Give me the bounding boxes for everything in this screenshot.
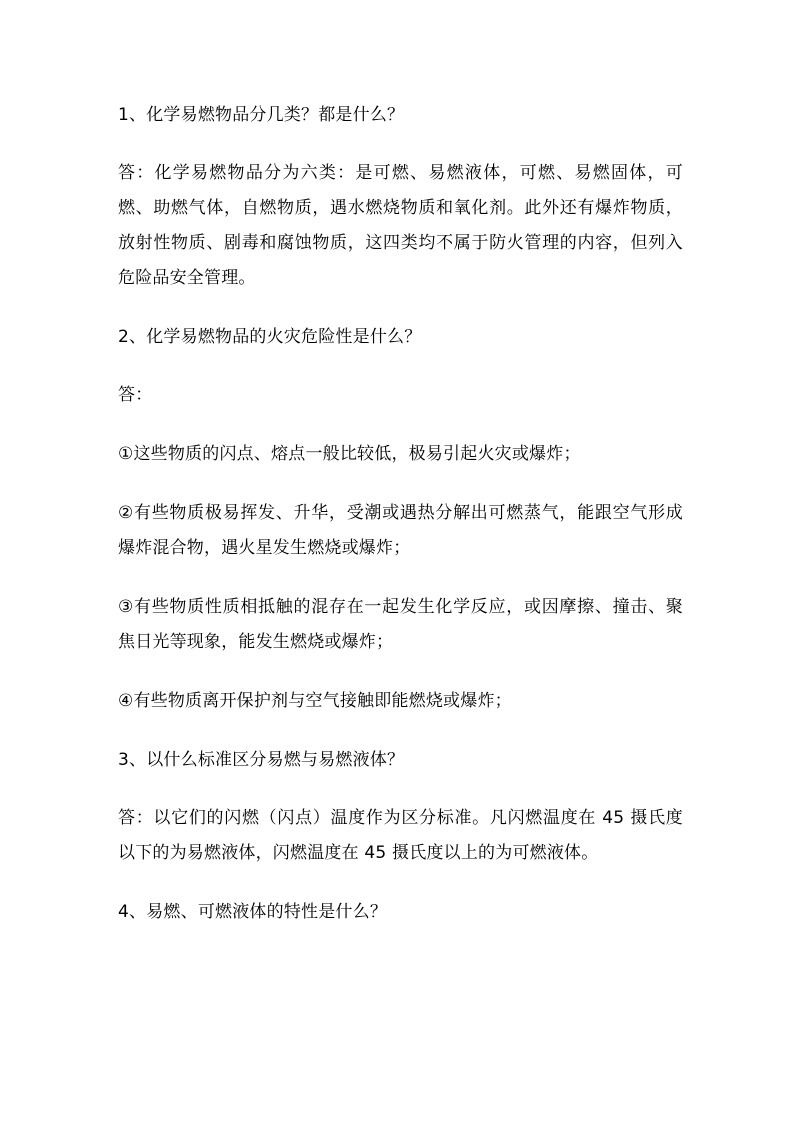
answer-2-point-3: ③有些物质性质相抵触的混存在一起发生化学反应，或因摩擦、撞击、聚焦日光等现象，能发生燃烧或爆炸； bbox=[118, 597, 683, 652]
question-3: 3、以什么标准区分易燃与易燃液体？ bbox=[118, 750, 405, 770]
answer-3: 答：以它们的闪燃（闪点）温度作为区分标准。凡闪燃温度在 45 摄氏度以下的为易燃液体，闪燃温度在 45 摄氏度以上的为可燃液体。 bbox=[118, 808, 683, 863]
question-4: 4、易燃、可燃液体的特性是什么？ bbox=[118, 902, 388, 922]
question-2: 2、化学易燃物品的火灾危险性是什么？ bbox=[118, 327, 422, 347]
answer-2-point-2: ②有些物质极易挥发、升华，受潮或遇热分解出可燃蒸气，能跟空气形成爆炸混合物，遇火星发生燃烧或爆炸； bbox=[118, 503, 683, 558]
question-1: 1、化学易燃物品分几类？都是什么？ bbox=[118, 105, 405, 125]
answer-1: 答：化学易燃物品分为六类：是可燃、易燃液体，可燃、易燃固体，可燃、助燃气体，自燃物质，遇水燃烧物质和氧化剂。此外还有爆炸物质，放射性物质、剧毒和腐蚀物质，这四类均不属于防火管理的内容，但列入危险品安全管理。 bbox=[118, 163, 683, 288]
answer-2-label: 答： bbox=[118, 385, 153, 405]
answer-2-point-4: ④有些物质离开保护剂与空气接触即能燃烧或爆炸； bbox=[118, 691, 512, 711]
document-page bbox=[118, 98, 683, 953]
answer-2-point-1: ①这些物质的闪点、熔点一般比较低，极易引起火灾或爆炸； bbox=[118, 444, 581, 464]
